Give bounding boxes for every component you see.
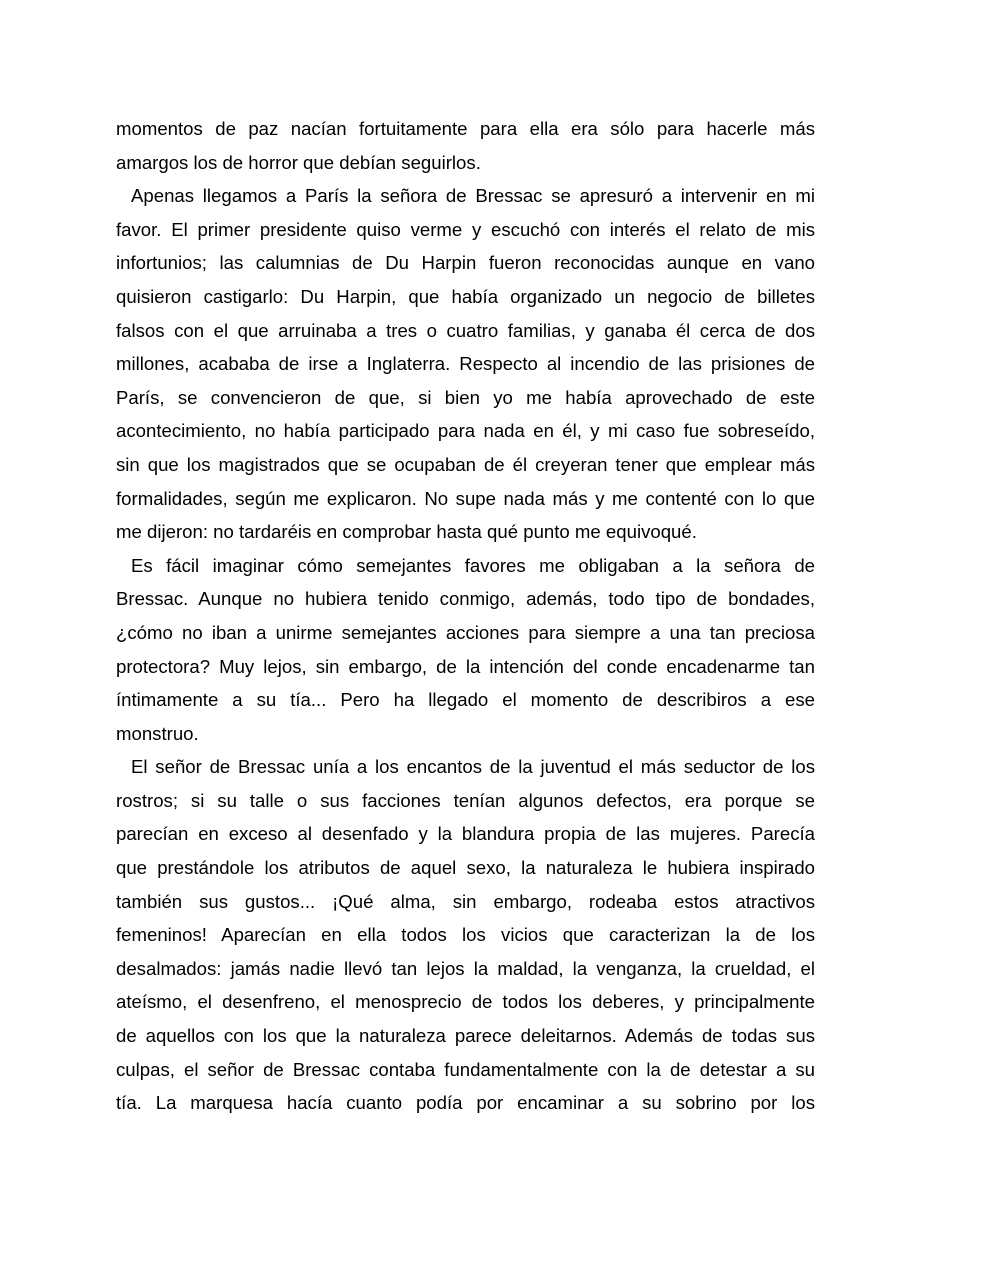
text-line: tía. La marquesa hacía cuanto podía por encaminar a su sobrino por los: [116, 1092, 815, 1114]
text-line: momentos de paz nacían fortuitamente para ella era sólo para hacerle más: [116, 118, 815, 139]
text-line: desalmados: jamás nadie llevó tan lejos la maldad, la venganza, la crueldad, el: [116, 957, 815, 979]
text-line: protectora? Muy lejos, sin embargo, de la intención del conde encadenarme tan: [116, 655, 815, 677]
text-line: acontecimiento, no había participado para nada en él, y mi caso fue sobreseído,: [116, 420, 815, 442]
text-line: infortunios; las calumnias de Du Harpin fueron reconocidas aunque en vano: [116, 252, 815, 274]
text-line: rostros; si su talle o sus facciones tenían algunos defectos, era porque se: [116, 789, 815, 811]
text-line: falsos con el que arruinaba a tres o cuatro familias, y ganaba él cerca de dos: [116, 319, 815, 341]
text-line: de aquellos con los que la naturaleza parece deleitarnos. Además de todas sus: [116, 1025, 815, 1047]
text-line: sin que los magistrados que se ocupaban de él creyeran tener que emplear más: [116, 453, 815, 475]
text-line: ¿cómo no iban a unirme semejantes acciones para siempre a una tan preciosa: [116, 621, 815, 643]
text-line: íntimamente a su tía... Pero ha llegado el momento de describiros a ese: [116, 689, 815, 711]
text-line: monstruo.: [116, 722, 199, 744]
document-page: [116, 112, 815, 1120]
text-line: El señor de Bressac unía a los encantos de la juventud el más seductor de los: [131, 756, 815, 778]
text-line: Apenas llegamos a París la señora de Bressac se apresuró a intervenir en mi: [131, 185, 815, 207]
text-line: me dijeron: no tardaréis en comprobar hasta qué punto me equivoqué.: [116, 521, 697, 543]
text-line: ateísmo, el desenfreno, el menosprecio de todos los deberes, y principalmente: [116, 991, 815, 1013]
text-line: que prestándole los atributos de aquel sexo, la naturaleza le hubiera inspirado: [116, 857, 815, 879]
text-line: París, se convencieron de que, si bien yo me había aprovechado de este: [116, 386, 815, 408]
text-line: culpas, el señor de Bressac contaba fundamentalmente con la de detestar a su: [116, 1058, 815, 1080]
text-line: Es fácil imaginar cómo semejantes favores me obligaban a la señora de: [131, 554, 815, 576]
text-line: millones, acababa de irse a Inglaterra. Respecto al incendio de las prisiones de: [116, 353, 815, 375]
text-line: Bressac. Aunque no hubiera tenido conmigo, además, todo tipo de bondades,: [116, 588, 815, 610]
text-line: quisieron castigarlo: Du Harpin, que había organizado un negocio de billetes: [116, 285, 815, 307]
text-line: femeninos! Aparecían en ella todos los vicios que caracterizan la de los: [116, 924, 815, 946]
text-line: favor. El primer presidente quiso verme y escuchó con interés el relato de mis: [116, 218, 815, 240]
text-line: también sus gustos... ¡Qué alma, sin embargo, rodeaba estos atractivos: [116, 890, 815, 912]
text-line: parecían en exceso al desenfado y la blandura propia de las mujeres. Parecía: [116, 823, 815, 845]
text-line: amargos los de horror que debían seguirlos.: [116, 151, 481, 173]
text-line: formalidades, según me explicaron. No supe nada más y me contenté con lo que: [116, 487, 815, 509]
